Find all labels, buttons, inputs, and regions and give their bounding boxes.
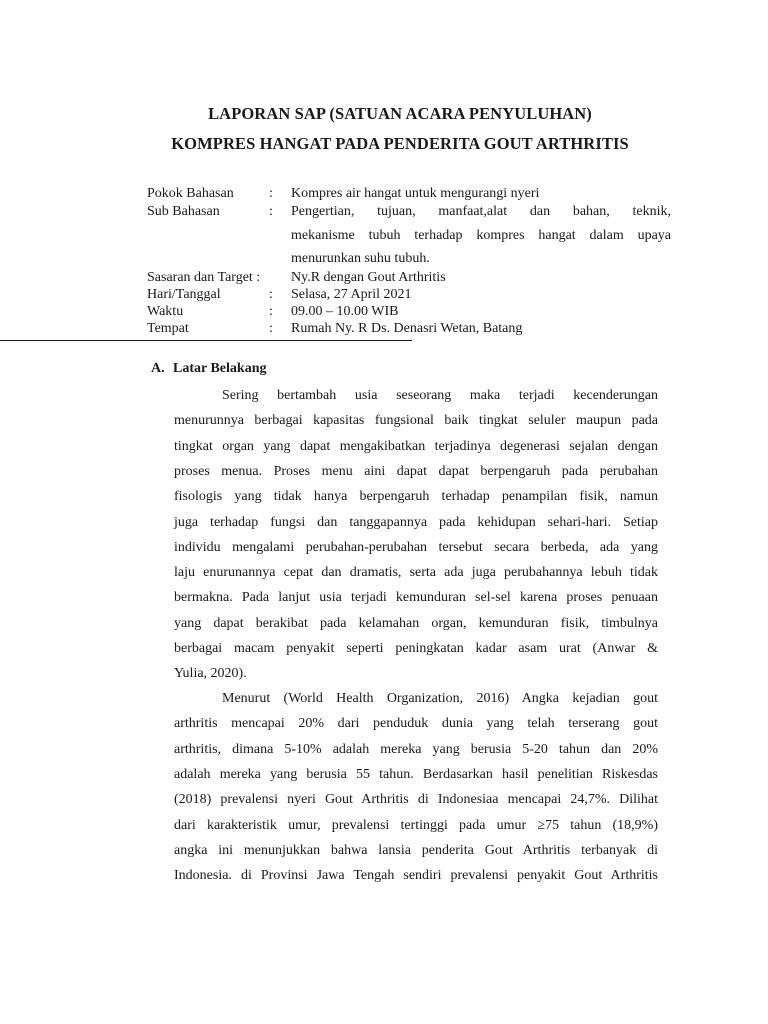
text-line: yang dapat berakibat pada kelamahan organ, kemunduran fisik, timbulnya xyxy=(174,615,658,631)
text-line: laju enurunannya cepat dan dramatis, serta ada juga perubahannya lebuh tidak xyxy=(174,565,658,581)
meta-colon: : xyxy=(269,321,273,336)
text-line: juga terhadap fungsi dan tanggapannya pada kehidupan sehari-hari. Setiap xyxy=(174,514,658,530)
meta-value xyxy=(291,200,671,271)
horizontal-rule xyxy=(0,340,412,341)
text-line: arthritis mencapai 20% dari penduduk dunia yang telah terserang gout xyxy=(174,716,658,732)
text-line: menurunnya berbagai kapasitas fungsional baik tingkat seluler maupun pada xyxy=(174,413,658,429)
section-heading-latar-belakang xyxy=(151,361,266,377)
text-line: Yulia, 2020). xyxy=(174,666,247,682)
text-line: Menurut (World Health Organization, 2016) Angka kejadian gout xyxy=(222,691,658,706)
meta-value-line: menurunkan suhu tubuh. xyxy=(291,251,430,266)
text-line: bermakna. Pada lanjut usia terjadi kemunduran sel-sel karena proses penuaan xyxy=(174,590,658,606)
meta-colon: : xyxy=(269,287,273,302)
document-subtitle: KOMPRES HANGAT PADA PENDERITA GOUT ARTHRITIS xyxy=(171,134,629,153)
meta-label: Pokok Bahasan xyxy=(147,186,234,201)
text-line: proses menua. Proses menu aini dapat dapat berpengaruh pada perubahan xyxy=(174,463,658,479)
section-title: Latar Belakang xyxy=(173,361,267,376)
document-title: LAPORAN SAP (SATUAN ACARA PENYULUHAN) xyxy=(208,104,592,123)
meta-label: Hari/Tanggal xyxy=(147,287,221,302)
text-line: individu mengalami perubahan-perubahan tersebut secara berbeda, ada yang xyxy=(174,539,658,555)
meta-label: Tempat xyxy=(147,321,189,336)
meta-label: Sasaran dan Target : xyxy=(147,270,261,285)
meta-value: 09.00 – 10.00 WIB xyxy=(291,304,399,319)
text-line: angka ini menunjukkan bahwa lansia penderita Gout Arthritis terbanyak di xyxy=(174,842,658,858)
meta-colon: : xyxy=(269,204,273,219)
text-line: arthritis, dimana 5-10% adalah mereka yang berusia 5-20 tahun dan 20% xyxy=(174,741,658,757)
meta-colon: : xyxy=(269,186,273,201)
meta-value: Selasa, 27 April 2021 xyxy=(291,287,412,302)
meta-value-line: mekanisme tubuh terhadap kompres hangat dalam upaya xyxy=(291,227,671,243)
text-line: dari karakteristik umur, prevalensi tertinggi pada umur ≥75 tahun (18,9%) xyxy=(174,817,658,833)
meta-label: Sub Bahasan xyxy=(147,204,220,219)
meta-label: Waktu xyxy=(147,304,184,319)
text-line: Indonesia. di Provinsi Jawa Tengah sendiri prevalensi penyakit Gout Arthritis xyxy=(174,868,658,884)
meta-value: Kompres air hangat untuk mengurangi nyeri xyxy=(291,186,540,201)
text-line: berbagai macam penyakit seperti peningkatan kadar asam urat (Anwar & xyxy=(174,641,658,656)
text-line: adalah mereka yang berusia 55 tahun. Berdasarkan hasil penelitian Riskesdas xyxy=(174,766,658,782)
text-line: fisologis yang tidak hanya berpengaruh terhadap penampilan fisik, namun xyxy=(174,489,658,505)
meta-colon: : xyxy=(269,304,273,319)
meta-value: Ny.R dengan Gout Arthritis xyxy=(291,270,446,285)
text-line: tingkat organ yang dapat mengakibatkan terjadinya degenerasi sejalan dengan xyxy=(174,438,658,454)
section-number: A. xyxy=(151,361,165,376)
text-line: Sering bertambah usia seseorang maka terjadi kecenderungan xyxy=(222,388,658,403)
meta-value: Rumah Ny. R Ds. Denasri Wetan, Batang xyxy=(291,321,523,336)
text-line: (2018) prevalensi nyeri Gout Arthritis di Indonesiaa mencapai 24,7%. Dilihat xyxy=(174,792,658,808)
meta-value-line: Pengertian, tujuan, manfaat,alat dan bahan, teknik, xyxy=(291,204,671,219)
